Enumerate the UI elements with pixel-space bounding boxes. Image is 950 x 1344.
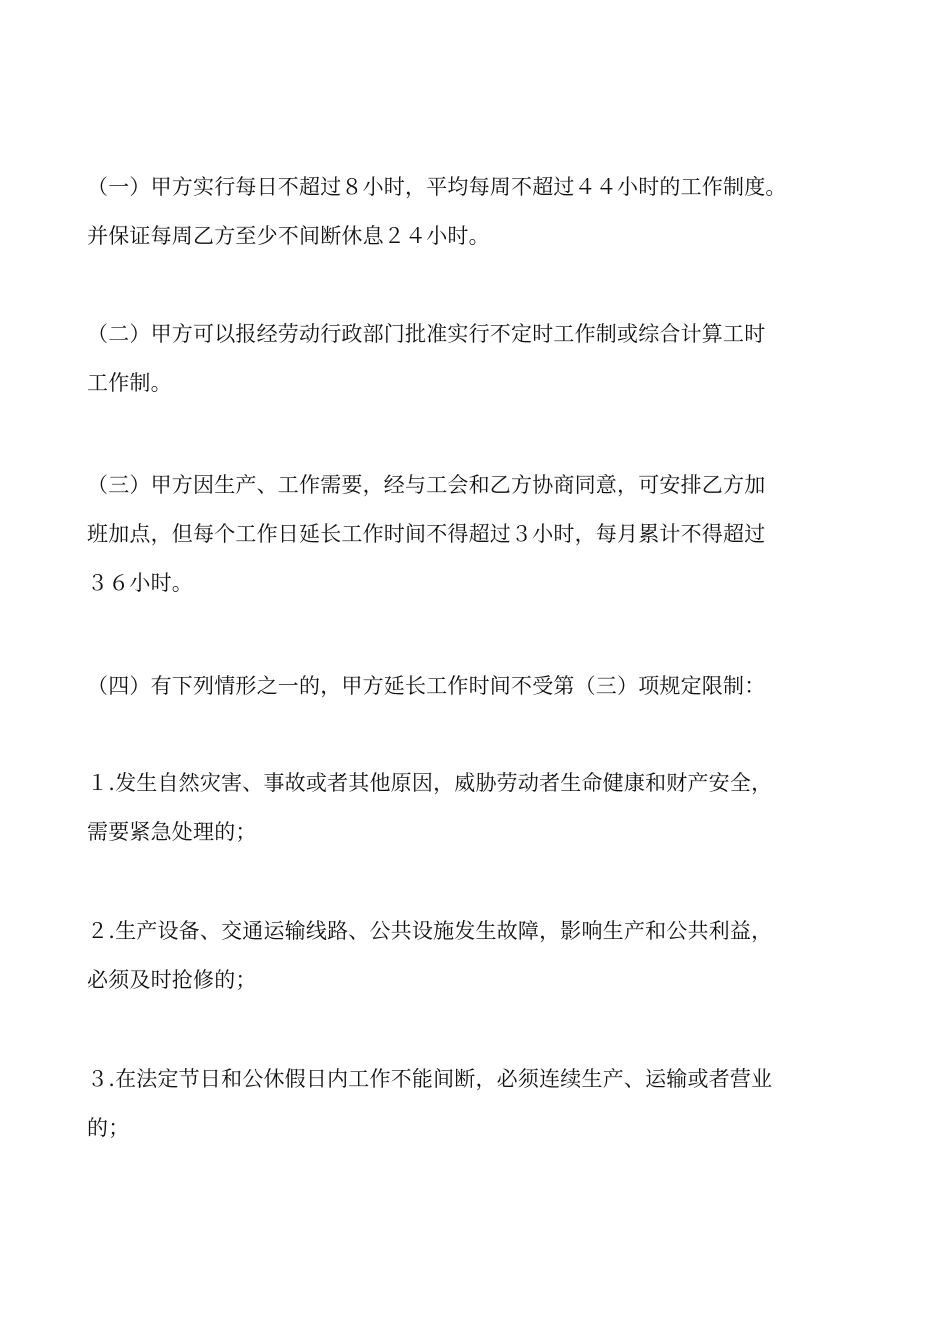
paragraph-2-line-1: （二）甲方可以报经劳动行政部门批准实行不定时工作制或综合计算工时 xyxy=(87,322,766,346)
paragraph-3 xyxy=(87,461,877,608)
paragraph-1-line-1: （一）甲方实行每日不超过８小时，平均每周不超过４４小时的工作制度。 xyxy=(87,175,787,199)
paragraph-1 xyxy=(87,163,877,261)
list-item-1-line-1: １.发生自然灾害、事故或者其他原因，威胁劳动者生命健康和财产安全， xyxy=(87,771,773,795)
list-item-3-line-1: ３.在法定节日和公休假日内工作不能间断，必须连续生产、运输或者营业 xyxy=(87,1067,773,1091)
paragraph-4 xyxy=(87,662,877,711)
list-item-3-line-2: 的； xyxy=(87,1116,130,1140)
paragraph-1-line-2: 并保证每周乙方至少不间断休息２４小时。 xyxy=(87,224,490,248)
paragraph-2 xyxy=(87,310,877,408)
list-item-2 xyxy=(87,907,877,1005)
paragraph-2-line-2: 工作制。 xyxy=(87,371,172,395)
paragraph-3-line-3: ３６小时。 xyxy=(87,571,193,595)
list-item-1-line-2: 需要紧急处理的； xyxy=(87,820,257,844)
paragraph-4-line-1: （四）有下列情形之一的，甲方延长工作时间不受第（三）项规定限制： xyxy=(87,674,766,698)
paragraph-3-line-2: 班加点，但每个工作日延长工作时间不得超过３小时，每月累计不得超过 xyxy=(87,522,766,546)
list-item-3 xyxy=(87,1055,877,1153)
paragraph-3-line-1: （三）甲方因生产、工作需要，经与工会和乙方协商同意，可安排乙方加 xyxy=(87,473,766,497)
list-item-2-line-2: 必须及时抢修的； xyxy=(87,968,257,992)
list-item-1 xyxy=(87,759,877,857)
list-item-2-line-1: ２.生产设备、交通运输线路、公共设施发生故障，影响生产和公共利益， xyxy=(87,919,773,943)
